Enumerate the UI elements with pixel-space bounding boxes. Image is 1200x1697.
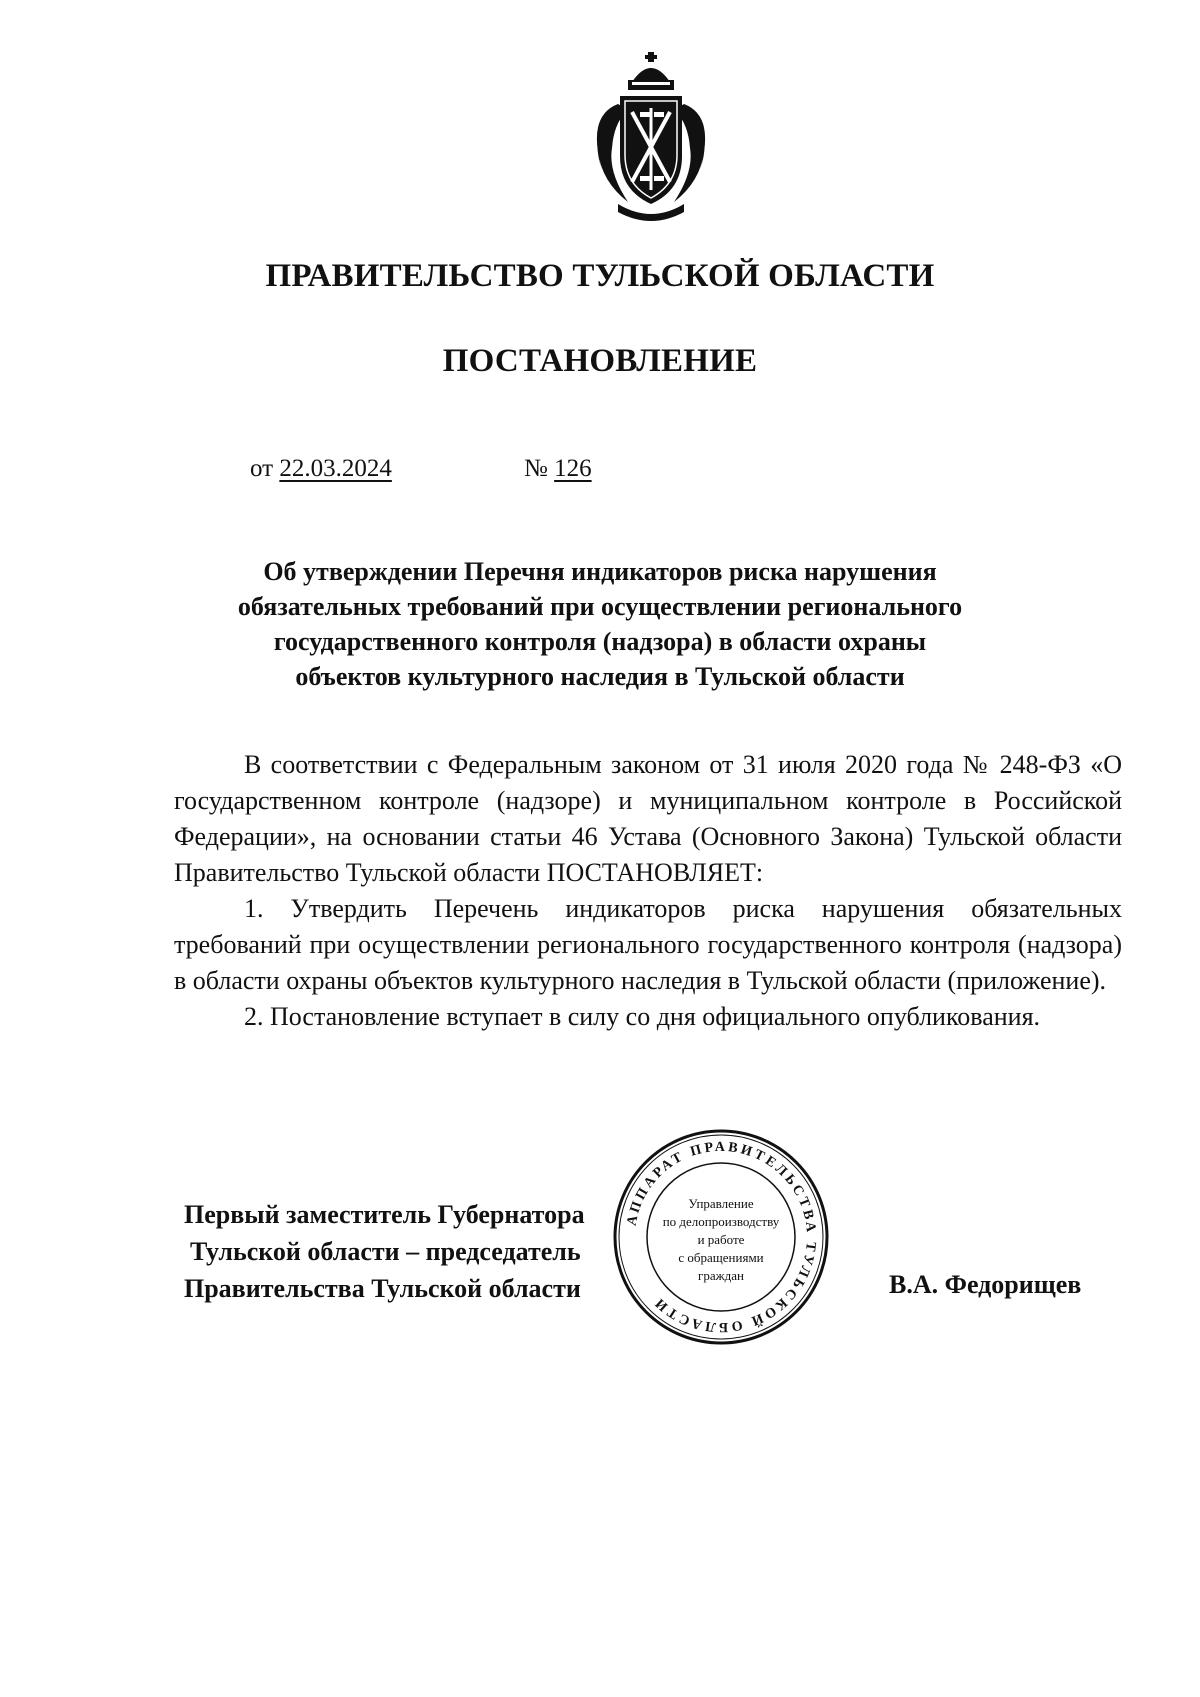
organization-title: ПРАВИТЕЛЬСТВО ТУЛЬСКОЙ ОБЛАСТИ [265,258,935,294]
document-subject [200,554,1000,694]
stamp-center-line: с обращениями [678,1250,764,1265]
signature-position [184,1196,585,1307]
subject-line: государственного контроля (надзора) в области охраны [273,627,927,656]
stamp-center-line: Управление [688,1196,754,1211]
body-paragraph: 1. Утвердить Перечень индикаторов риска нарушения обязательных требований при осуществлении регионального государственного контроля (надзора) в области охраны объектов культурного наследия в Тульской области (приложение). [174,894,1122,995]
stamp-center-line: и работе [697,1232,745,1247]
coat-of-arms-icon [588,52,714,222]
subject-line: обязательных требований при осуществлении регионального [237,592,963,621]
stamp-center-line: по делопроизводству [662,1214,780,1229]
subject-line: объектов культурного наследия в Тульской области [295,662,905,691]
document-body [174,747,1122,1035]
position-line: Правительства Тульской области [184,1274,581,1303]
body-paragraph: В соответствии с Федеральным законом от 31 июля 2020 года № 248-ФЗ «О государственном контроле (надзоре) и муниципальном контроле в Российской Федерации», на основании статьи 46 Устава (Основного Закона) Тульской области Правительство Тульской области ПОСТАНОВЛЯЕТ: [174,750,1122,887]
stamp-center-line: граждан [698,1268,744,1283]
date-value: 22.03.2024 [279,455,392,482]
number-value: 126 [554,455,592,482]
document-date [250,455,392,483]
subject-line: Об утверждении Перечня индикаторов риска нарушения [263,557,937,586]
number-prefix: № [524,455,548,482]
document-number [524,455,592,483]
signer-name: В.А. Федорищев [889,1270,1082,1299]
stamp-ring-text: АППАРАТ ПРАВИТЕЛЬСТВА ТУЛЬСКОЙ ОБЛАСТИ [624,1139,819,1335]
date-prefix: от [250,455,274,482]
position-line: Тульской области – председатель [190,1237,581,1266]
position-line: Первый заместитель Губернатора [184,1200,585,1229]
body-paragraph: 2. Постановление вступает в силу со дня официального опубликования. [244,1002,1041,1031]
document-type-title: ПОСТАНОВЛЕНИЕ [442,343,758,379]
official-stamp [612,1128,830,1346]
